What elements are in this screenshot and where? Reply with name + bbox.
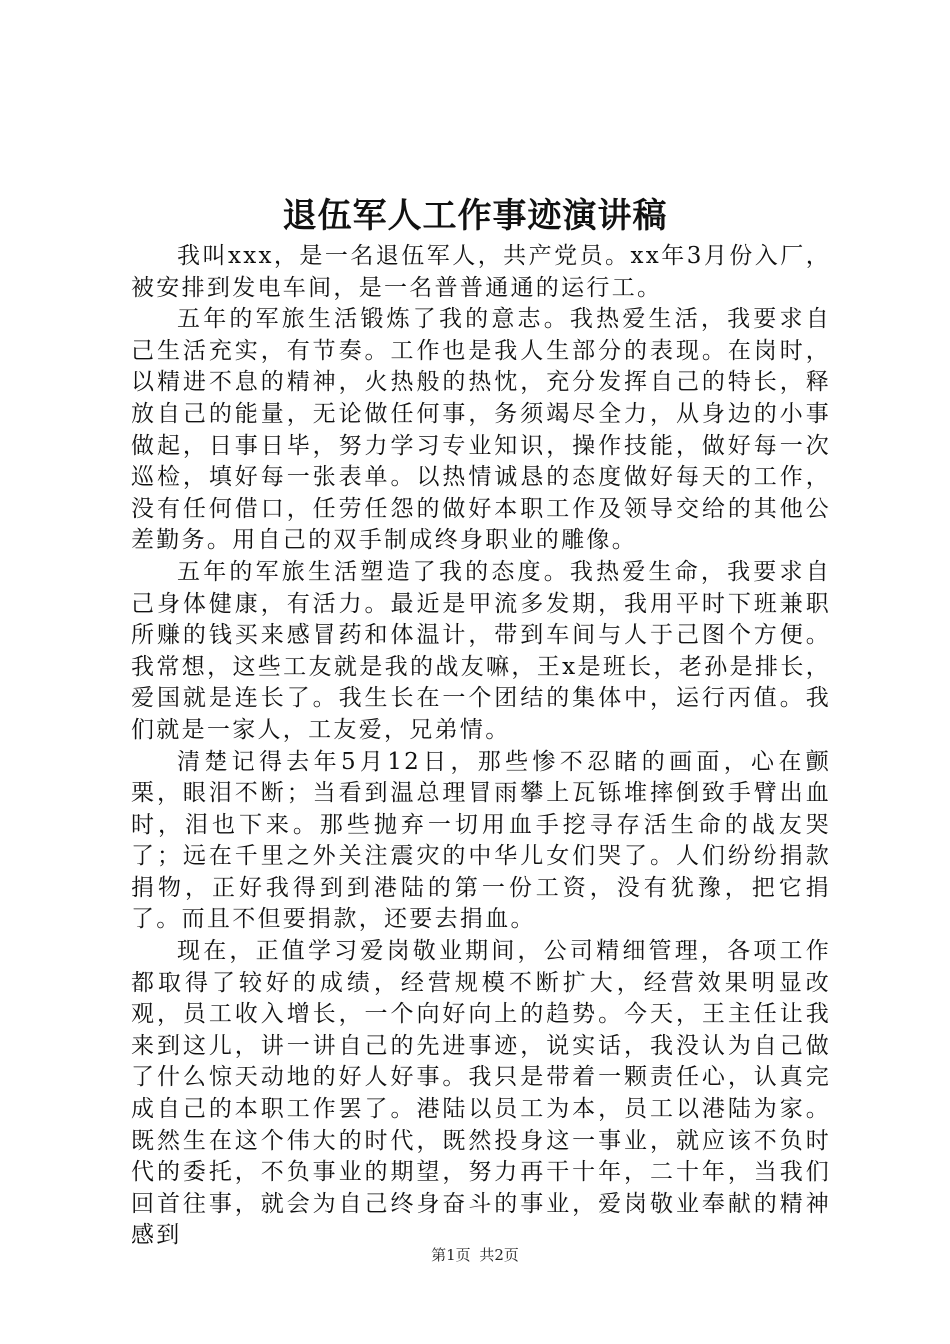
paragraph-5: 现在，正值学习爱岗敬业期间，公司精细管理，各项工作都取得了较好的成绩，经营规模不断扩大，经营效果明显改观，员工收入增长，一个向好向上的趋势。今天，王主任让我来到这儿，讲一讲自己的先进事迹，说实话，我没认为自己做了什么惊天动地的好人好事。我只是带着一颗责任心，认真完成自己的本职工作罢了。港陆以员工为本，员工以港陆为家。既然生在这个伟大的时代，既然投身这一事业，就应该不负时代的委托，不负事业的期望，努力再干十年，二十年，当我们回首往事，就会为自己终身奋斗的事业，爱岗敬业奉献的精神感到 [131, 938, 831, 1249]
document-body [131, 241, 831, 1252]
paragraph-2: 五年的军旅生活锻炼了我的意志。我热爱生活，我要求自己生活充实，有节奏。工作也是我人生部分的表现。在岗时，以精进不息的精神，火热般的热忱，充分发挥自己的特长，释放自己的能量，无论做任何事，务须竭尽全力，从身边的小事做起，日事日毕，努力学习专业知识，操作技能，做好每一次巡检，填好每一张表单。以热情诚恳的态度做好每天的工作，没有任何借口，任劳任怨的做好本职工作及领导交给的其他公差勤务。用自己的双手制成终身职业的雕像。 [131, 306, 831, 554]
document-title: 退伍军人工作事迹演讲稿 [282, 196, 668, 236]
page-number-total: 共2页 [479, 1246, 519, 1264]
paragraph-3: 五年的军旅生活塑造了我的态度。我热爱生命，我要求自己身体健康，有活力。最近是甲流多发期，我用平时下班兼职所赚的钱买来感冒药和体温计，带到车间与人于己图个方便。我常想，这些工友就是我的战友嘛，王x是班长，老孙是排长，爱国就是连长了。我生长在一个团结的集体中，运行丙值。我们就是一家人，工友爱，兄弟情。 [131, 558, 831, 743]
page-footer [0, 1244, 950, 1265]
paragraph-1: 我叫xxx，是一名退伍军人，共产党员。xx年3月份入厂，被安排到发电车间，是一名普普通通的运行工。 [131, 243, 831, 301]
page-number-current: 第1页 [431, 1246, 471, 1264]
paragraph-4: 清楚记得去年5月12日，那些惨不忍睹的画面，心在颤栗，眼泪不断；当看到温总理冒雨攀上瓦铄堆摔倒致手臂出血时，泪也下来。那些抛弃一切用血手挖寻存活生命的战友哭了；远在千里之外关注震灾的中华儿女们哭了。人们纷纷捐款捐物，正好我得到到港陆的第一份工资，没有犹豫，把它捐了。而且不但要捐款，还要去捐血。 [131, 748, 831, 933]
